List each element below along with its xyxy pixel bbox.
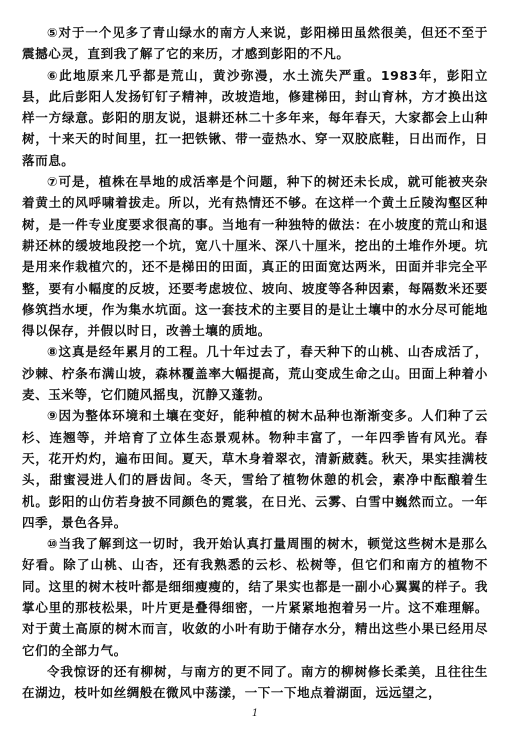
paragraph-7: ⑦可是，植株在旱地的成活率是个问题，种下的树还未长成，就可能被夹杂着黄土的风呼啸着拔走。所以，光有热情还不够。在这样一个黄土丘陵沟壑区种树，是一件专业度要求很高的事。当地有一种独特的做法：在小坡度的荒山和退耕还林的缓坡地段挖一个坑，宽八十厘米、深八十厘米，挖出的土堆作外埂。坑是用来作栽植穴的，还不是梯田的田面，真正的田面宽达两米，田面并非完全平整，要有小幅度的反坡，还要考虑坡位、坡向、坡度等各种因素，每隔数米还要修筑挡水埂，作为集水坑面。这一套技术的主要目的是让土壤中的水分尽可能地得以保存，并假以时日，改善土壤的质地。 [22, 174, 488, 339]
paragraph-11: 令我惊讶的还有柳树，与南方的更不同了。南方的柳树修长柔美，且往往生在湖边，枝叶如丝绸般在微风中荡漾，一下一下地点着湖面，远远望之， [22, 663, 488, 701]
paragraph-6: ⑥此地原来几乎都是荒山，黄沙弥漫，水土流失严重。1983年，彭阳立县，此后彭阳人发扬钉钉子精神，改坡造地，修建梯田，封山育林，方才换出这样一方绿意。彭阳的朋友说，退耕还林二十多年来，每年春天，大家都会上山种树，十来天的时间里，扛一把铁锹、带一壶热水、穿一双胶底鞋，日出而作，日落而息。 [22, 67, 488, 168]
paragraph-8: ⑧这真是经年累月的工程。几十年过去了，春天种下的山桃、山杏成活了，沙棘、柠条布满山坡，森林覆盖率大幅提高，荒山变成生命之山。田面上种着小麦、玉米等，它们随风摇曳，沉静又蓬勃。 [22, 344, 488, 403]
document-page [22, 22, 488, 704]
paragraph-9: ⑨因为整体环境和土壤在变好，能种植的树木品种也渐渐变多。人们种了云杉、连翘等，并培育了立体生态景观林。物种丰富了，一年四季皆有风光。春天，花开灼灼，遍布田间。夏天，草木身着翠衣，清新葳蕤。秋天，果实挂满枝头，甜蜜浸进人们的唇齿间。冬天，雪给了植物休憩的机会，素净中酝酿着生机。彭阳的山仿若身披不同颜色的霓裳，在日光、云雾、白雪中巍然而立。一年四季，景色各异。 [22, 408, 488, 530]
paragraph-5: ⑤对于一个见多了青山绿水的南方人来说，彭阳梯田虽然很美，但还不至于震撼心灵，直到我了解了它的来历，才感到彭阳的不凡。 [22, 25, 488, 62]
paragraph-10: ⑩当我了解到这一切时，我开始认真打量周围的树木，顿觉这些树木是那么好看。除了山桃、山杏，还有我熟悉的云杉、松树等，但它们和南方的植物不同。这里的树木枝叶都是细细瘦瘦的，结了果实也都是一副小心翼翼的样子。我掌心里的那枝松果，叶片更是叠得细密，一片紧紧地抱着另一片。这不难理解。对于黄土高原的树木而言，收敛的小叶有助于储存水分，精出这些小果已经用尽它们的全部力气。 [22, 536, 488, 658]
page-number: 1 [251, 708, 259, 719]
